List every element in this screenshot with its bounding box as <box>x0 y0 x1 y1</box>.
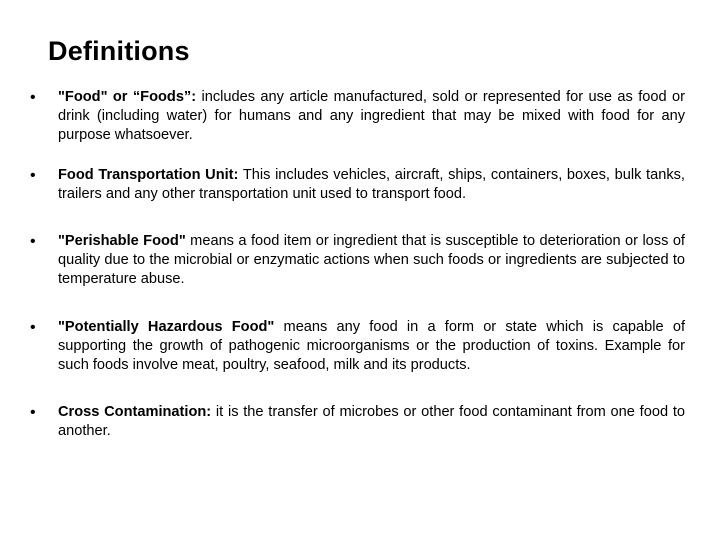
bullet-icon: • <box>30 233 36 251</box>
definition-food <box>30 88 685 146</box>
definition-term: "Perishable Food" <box>58 233 186 250</box>
definition-food-transportation-unit <box>30 166 685 204</box>
slide-title: Definitions <box>48 36 190 66</box>
definition-text: means any food in a form or state which is capable of supporting the growth of pathogenic microorganisms or the production of toxins. Example for such foods involve meat, poultry, seafood, milk and its products. <box>58 318 686 374</box>
definition-text: This includes vehicles, aircraft, ships, containers, boxes, bulk tanks, trailers and any other transportation unit used to transport food. <box>58 166 685 202</box>
definition-text: it is the transfer of microbes or other food contaminant from one food to another. <box>58 404 685 440</box>
definition-perishable-food <box>30 232 685 290</box>
bullet-icon: • <box>30 166 36 184</box>
definitions-list <box>30 88 685 442</box>
bullet-icon: • <box>30 318 36 336</box>
bullet-icon: • <box>30 404 36 422</box>
definition-text: includes any article manufactured, sold or represented for use as food or drink (including water) for humans and any ingredient that may be mixed with food for any purpose whatsoever. <box>58 89 685 144</box>
definition-potentially-hazardous-food <box>30 318 685 376</box>
bullet-icon: • <box>30 89 36 106</box>
definition-text: means a food item or ingredient that is susceptible to deterioration or loss of quality due to the microbial or enzymatic actions when such foods or ingredients are subjected to temperature abuse. <box>58 233 685 288</box>
definition-term: Cross Contamination: <box>58 404 212 421</box>
definition-term: Food Transportation Unit: <box>58 166 239 183</box>
definition-cross-contamination <box>30 403 685 441</box>
definition-term: "Potentially Hazardous Food" <box>58 318 275 335</box>
definition-term: "Food" or “Foods”: <box>58 89 197 105</box>
